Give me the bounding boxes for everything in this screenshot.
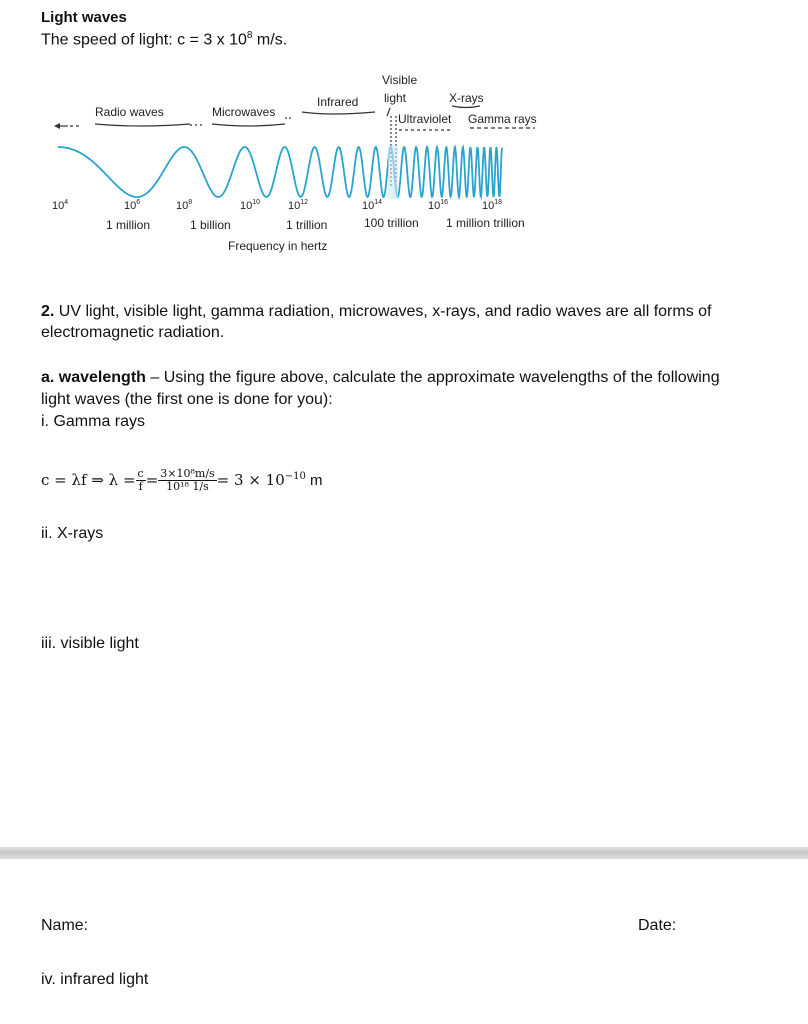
item-gamma-rays: i. Gamma rays	[41, 413, 146, 430]
question-number: 2.	[41, 303, 55, 320]
equation-lhs: c = λf ⇒ λ =	[41, 471, 136, 489]
fraction-c-over-f	[136, 468, 146, 493]
scale-word: 1 trillion	[286, 218, 328, 232]
speed-suffix: m/s.	[252, 31, 288, 49]
band-label-xrays: X-rays	[449, 91, 484, 105]
question-intro-line2: electromagnetic radiation.	[41, 324, 225, 341]
axis-label: Frequency in hertz	[228, 239, 328, 253]
tick-label: $10^{10}$	[240, 199, 261, 212]
part-a-line2: light waves (the first one is done for you):	[41, 391, 333, 408]
fraction-values	[158, 468, 216, 493]
band-label-visible-2: light	[384, 91, 407, 105]
question-intro-text: UV light, visible light, gamma radiation, microwaves, x-rays, and radio waves are all forms of	[54, 303, 712, 320]
scale-word: 1 million trillion	[446, 216, 525, 230]
item-visible-light: iii. visible light	[41, 635, 139, 652]
speed-exponent: 8	[246, 30, 253, 41]
fraction-denominator: 10¹⁸ 1/s	[166, 479, 209, 493]
tick-label: $10^{18}$	[482, 199, 503, 212]
equals-sign: =	[145, 471, 159, 489]
band-label-infrared: Infrared	[317, 95, 359, 109]
part-a-heading: a. wavelength	[41, 369, 146, 386]
band-label-microwaves: Microwaves	[212, 105, 276, 119]
part-a-line1	[41, 369, 720, 387]
tick-label: $10^{16}$	[428, 199, 449, 212]
arrow-left-icon	[54, 123, 60, 129]
date-label: Date:	[638, 917, 677, 934]
tick-label: $10^6$	[124, 199, 141, 212]
band-label-ultraviolet: Ultraviolet	[398, 112, 452, 126]
fraction-denominator: f	[138, 479, 143, 493]
band-label-radio: Radio waves	[95, 105, 164, 119]
question-intro	[41, 303, 711, 321]
equation-result: = $3 \times 10^{-10}$ m	[216, 471, 323, 489]
tick-label: $10^4$	[52, 199, 69, 212]
speed-prefix: The speed of light: c = 3 x 10	[41, 31, 247, 49]
tick-label: $10^{12}$	[288, 199, 309, 212]
speed-of-light-line	[41, 30, 287, 49]
wavelength-equation	[41, 458, 323, 502]
item-infrared-light: iv. infrared light	[41, 971, 149, 988]
band-label-visible-1: Visible	[382, 73, 418, 87]
tick-label: $10^{14}$	[362, 199, 383, 212]
scale-word: 100 trillion	[364, 216, 419, 230]
scale-word: 1 million	[106, 218, 151, 232]
tick-labels	[52, 199, 502, 212]
tick-label: $10^8$	[176, 199, 193, 212]
page-title: Light waves	[41, 9, 127, 26]
page-break-divider	[0, 847, 808, 859]
scale-word: 1 billion	[190, 218, 231, 232]
part-a-text: – Using the figure above, calculate the approximate wavelengths of the following	[145, 369, 720, 386]
em-spectrum-figure	[40, 68, 560, 263]
name-label: Name:	[41, 917, 89, 934]
visible-band-stripes	[388, 145, 398, 199]
band-label-gamma: Gamma rays	[468, 112, 537, 126]
fraction-numerator: c	[137, 466, 144, 480]
spectrum-wave	[58, 147, 502, 197]
fraction-numerator: 3×10⁸m/s	[160, 466, 215, 480]
item-x-rays: ii. X-rays	[41, 525, 104, 542]
